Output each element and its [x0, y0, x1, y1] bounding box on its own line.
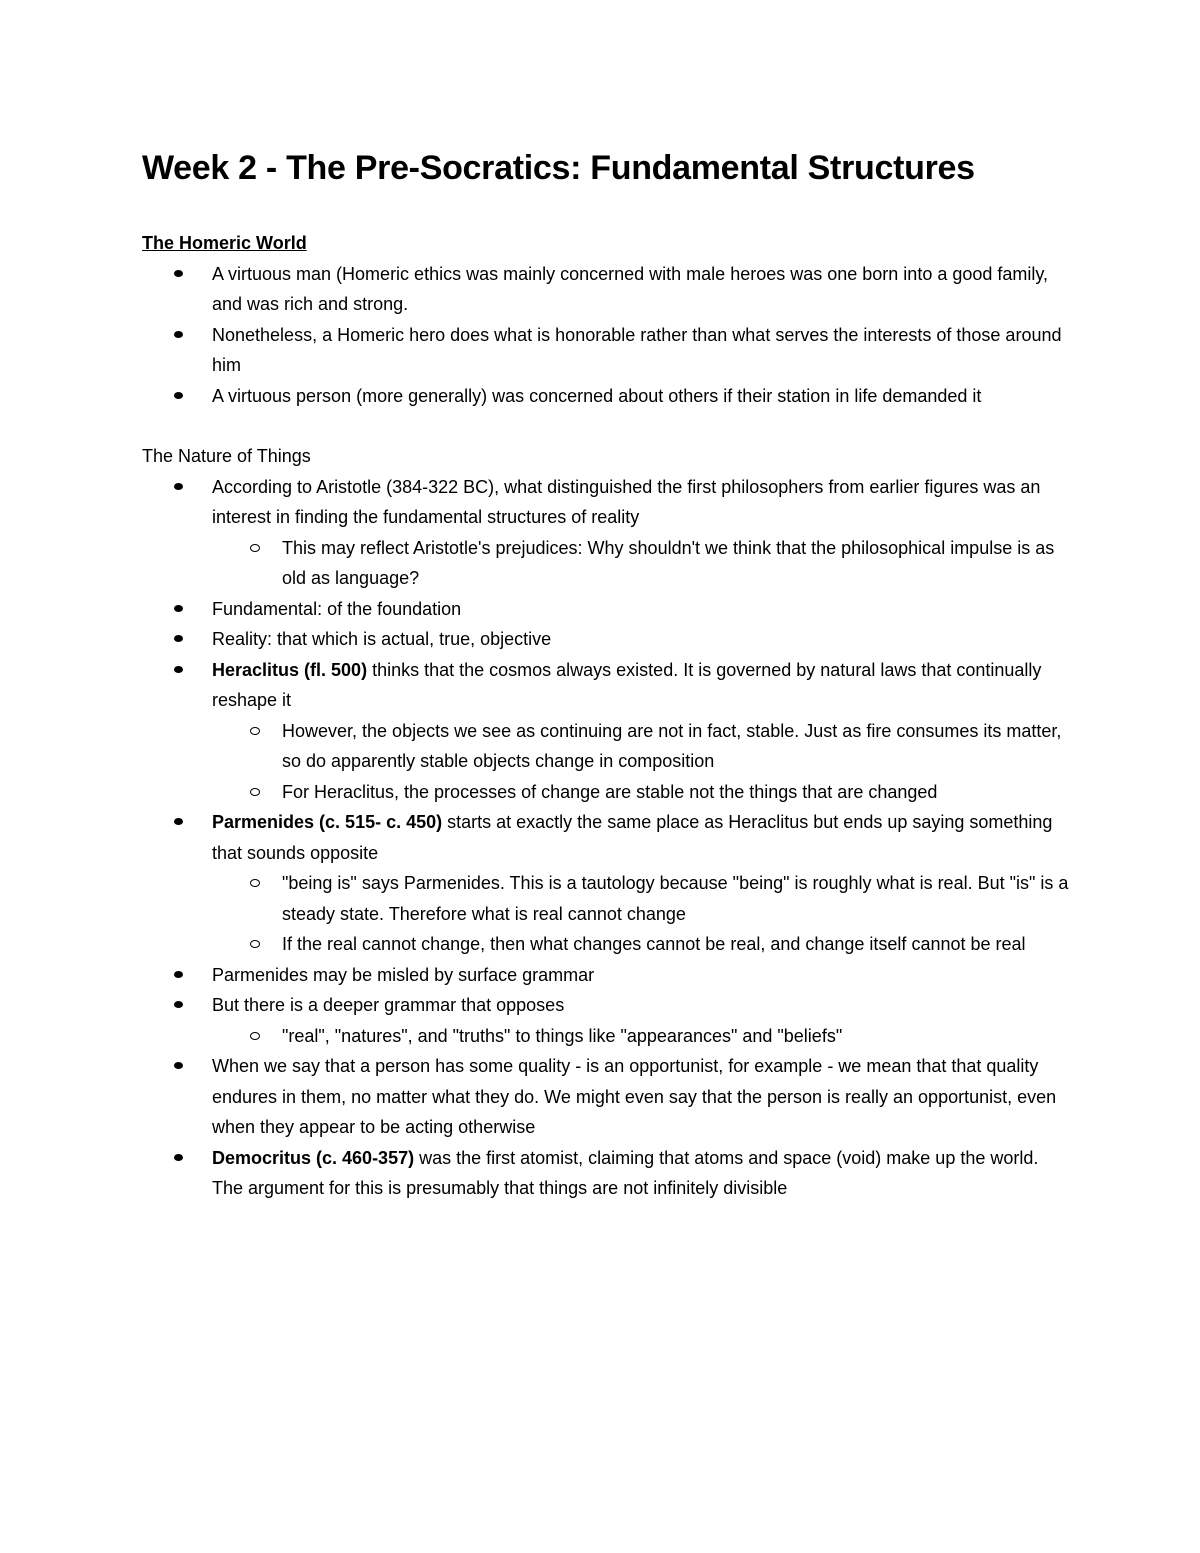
hollow-bullet-icon	[250, 940, 260, 948]
sub-list-item-text: This may reflect Aristotle's prejudices: Why shouldn't we think that the philosophical impulse is as old as language?	[282, 537, 1055, 588]
list-item	[142, 624, 1072, 655]
sub-list-item	[212, 533, 1072, 594]
section-heading: The Homeric World	[142, 233, 307, 253]
hollow-bullet-icon	[250, 1032, 260, 1040]
sub-bullet-list	[212, 868, 1072, 960]
list-item-bold-text: Parmenides (c. 515- c. 450)	[212, 812, 443, 832]
sub-bullet-list	[212, 533, 1072, 594]
document-title: Week 2 - The Pre-Socratics: Fundamental Structures	[142, 149, 975, 187]
bullet-icon	[174, 270, 183, 277]
list-item-text: But there is a deeper grammar that opposes	[212, 995, 565, 1015]
sub-list-item	[212, 716, 1072, 777]
bullet-icon	[174, 666, 183, 673]
bullet-icon	[174, 605, 183, 612]
sub-list-item	[212, 868, 1072, 929]
bullet-icon	[174, 1062, 183, 1069]
hollow-bullet-icon	[250, 879, 260, 887]
list-item	[142, 990, 1072, 1051]
sub-list-item	[212, 777, 1072, 808]
list-item-text: A virtuous man (Homeric ethics was mainly concerned with male heroes was one born into a good family, and was rich and strong.	[212, 263, 1049, 314]
sub-list-item-text: If the real cannot change, then what changes cannot be real, and change itself cannot be real	[282, 934, 1026, 954]
section-nature-of-things	[142, 441, 1072, 1204]
list-item	[142, 1143, 1072, 1204]
list-item-text: A virtuous person (more generally) was concerned about others if their station in life demanded it	[212, 385, 982, 406]
list-item	[142, 1051, 1072, 1143]
bullet-icon	[174, 971, 183, 978]
section-homeric-world	[142, 228, 1072, 411]
bullet-icon	[174, 1154, 183, 1161]
list-item	[142, 472, 1072, 594]
list-item-text: When we say that a person has some quality - is an opportunist, for example - we mean that that quality endures in them, no matter what they do. We might even say that the person is really an opportunist, even when they appear to be acting otherwise	[212, 1056, 1057, 1137]
list-item-bold-text: Heraclitus (fl. 500)	[212, 659, 368, 680]
hollow-bullet-icon	[250, 544, 260, 552]
list-item	[142, 655, 1072, 808]
bullet-icon	[174, 331, 183, 338]
sub-list-item-text: "being is" says Parmenides. This is a tautology because "being" is roughly what is real. But "is" is a steady state. Therefore what is real cannot change	[282, 873, 1069, 924]
paragraph-spacer	[142, 411, 1072, 441]
sub-bullet-list	[212, 716, 1072, 808]
list-item	[142, 259, 1072, 320]
list-item-text: Fundamental: of the foundation	[212, 598, 462, 619]
section-heading: The Nature of Things	[142, 446, 311, 466]
list-item	[142, 320, 1072, 381]
sub-list-item	[212, 1021, 1072, 1052]
bullet-icon	[174, 1001, 183, 1008]
sub-list-item	[212, 929, 1072, 960]
list-item-text: According to Aristotle (384-322 BC), what distinguished the first philosophers from earlier figures was an interest in finding the fundamental structures of reality	[212, 476, 1041, 527]
bullet-icon	[174, 635, 183, 642]
list-item	[142, 594, 1072, 625]
list-item-text: Parmenides may be misled by surface grammar	[212, 964, 595, 985]
list-item	[142, 381, 1072, 412]
list-item	[142, 807, 1072, 960]
list-item-text: was the first atomist, claiming that atoms and space (void) make up the world. The argument for this is presumably that things are not infinitely divisible	[212, 1147, 1039, 1198]
list-item-text: thinks that the cosmos always existed. It is governed by natural laws that continually reshape it	[212, 659, 1042, 710]
list-item-bold-text: Democritus (c. 460-357)	[212, 1147, 415, 1168]
sub-list-item-text: "real", "natures", and "truths" to things like "appearances" and "beliefs"	[282, 1025, 843, 1046]
bullet-list	[142, 259, 1072, 412]
bullet-icon	[174, 818, 183, 825]
list-item-text: Reality: that which is actual, true, objective	[212, 629, 552, 649]
sub-bullet-list	[212, 1021, 1072, 1052]
list-item-text: Nonetheless, a Homeric hero does what is honorable rather than what serves the interests of those around him	[212, 324, 1062, 375]
bullet-icon	[174, 483, 183, 490]
list-item	[142, 960, 1072, 991]
sub-list-item-text: For Heraclitus, the processes of change are stable not the things that are changed	[282, 781, 938, 802]
hollow-bullet-icon	[250, 788, 260, 796]
document-page	[142, 143, 1072, 1204]
sub-list-item-text: However, the objects we see as continuing are not in fact, stable. Just as fire consumes its matter, so do apparently stable objects change in composition	[282, 720, 1062, 771]
bullet-icon	[174, 392, 183, 399]
list-item-text: starts at exactly the same place as Heraclitus but ends up saying something that sounds opposite	[212, 812, 1053, 863]
bullet-list	[142, 472, 1072, 1204]
hollow-bullet-icon	[250, 727, 260, 735]
